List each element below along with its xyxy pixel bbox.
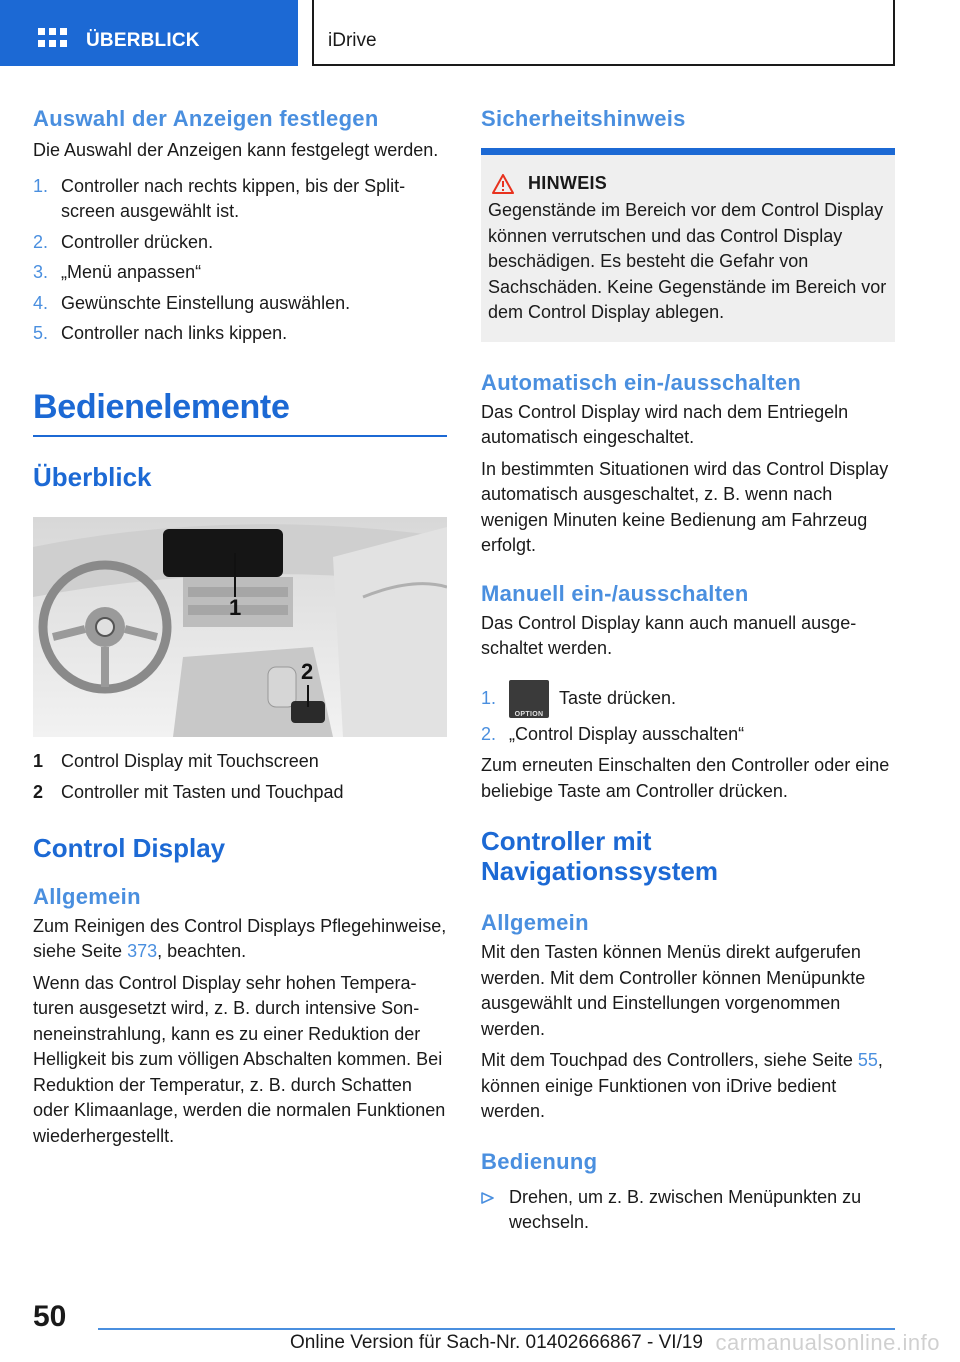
heading-rule — [33, 435, 447, 437]
list-item: 1. Controller nach rechts kippen, bis der Splitscreen ausgewählt ist. — [33, 175, 406, 221]
legend-item: 1 Control Display mit Touchscreen — [33, 750, 319, 771]
page-number: 50 — [33, 1300, 67, 1333]
list-item: Drehen, um z. B. zwischen Menüpunkten zu wechseln. — [481, 1185, 895, 1236]
notice-box — [481, 148, 895, 342]
cockpit-illustration — [33, 517, 447, 737]
legend-item: 2 Controller mit Tasten und Touchpad — [33, 782, 344, 802]
heading-automatisch: Automatisch ein-/ausschalten — [481, 369, 802, 395]
manuell-paragraph-2: Zum erneuten Einschalten den Controller oder eine beliebige Taste am Controller drücken. — [481, 755, 890, 801]
cd-paragraph-1: Zum Reinigen des Control Displays Pflegehinweise, siehe Seite 373, beachten. — [33, 915, 447, 961]
left-column — [33, 100, 447, 1149]
heading-sicherheitshinweis: Sicherheitshinweis — [481, 106, 686, 131]
heading-ueberblick: Überblick — [33, 461, 152, 492]
page-header — [0, 0, 960, 66]
heading-manuell: Manuell ein-/ausschalten — [481, 580, 749, 606]
list-item: 2. Controller drücken. — [33, 231, 214, 252]
heading-auswahl: Auswahl der Anzeigen festlegen — [33, 106, 379, 131]
controller-paragraph-1: Mit den Tasten können Menüs direkt aufgerufen werden. Mit dem Controller können Menüpunkte ausgewählt und Einstellungen vorgenommen werden. — [481, 942, 866, 1039]
callout-1: 1 — [229, 594, 242, 620]
bullet-triangle-icon — [481, 1192, 494, 1204]
notice-text: Gegenstände im Bereich vor dem Control Display können verrutschen und das Control Display beschädigen. Es besteht die Gefahr von Sachschäden. Keine Gegenstände im Bereich vor dem Control Display ablegen. — [488, 200, 887, 322]
heading-allgemein-controller: Allgemein — [481, 910, 589, 936]
tab-idrive-label: iDrive — [328, 30, 377, 51]
heading-bedienelemente: Bedienelemente — [33, 387, 290, 426]
list-item: 5. Controller nach links kippen. — [33, 323, 288, 343]
manuell-steps — [481, 678, 895, 748]
list-item: 2. „Control Display ausschalten“ — [481, 723, 745, 744]
notice-label: HINWEIS — [528, 173, 608, 193]
page-link-373[interactable]: 373 — [127, 941, 158, 961]
warning-triangle-icon — [492, 174, 514, 194]
list-item: 4. Gewünschte Einstellung auswählen. — [33, 292, 351, 313]
cd-paragraph-2: Wenn das Control Display sehr hohen Temperaturen ausgesetzt wird, z. B. durch intensive Sonneneinstrahlung, kann es zu einer Reduktion der Helligkeit bis zum völligen Abschalten kommen. Bei Reduktion der Temperatur, z. B. durch Schatten oder Klimaanlage, werden die normalen Funktionen wiederhergestellt. — [33, 972, 446, 1146]
auswahl-steps — [33, 174, 447, 347]
auto-paragraph-2: In bestimmten Situationen wird das Control Display automatisch ausgeschaltet, z. B. wenn nach wenigen Minuten keine Bedienung am Fahrzeug erfolgt. — [481, 458, 889, 555]
right-column — [481, 100, 895, 1236]
heading-allgemein: Allgemein — [33, 883, 141, 909]
list-item: 1. OPTION Taste drücken. — [481, 678, 895, 718]
tab-ueberblick[interactable] — [0, 0, 298, 66]
tab-idrive[interactable] — [312, 0, 895, 66]
controller-paragraph-2: Mit dem Touchpad des Controllers, siehe Seite 55, können einige Funktionen von iDrive bedient werden. — [481, 1050, 883, 1122]
heading-bedienung: Bedienung — [481, 1148, 598, 1174]
callout-2: 2 — [301, 658, 314, 684]
footer-text: Online Version für Sach-Nr. 01402666867 - VI/19 — [290, 1332, 703, 1353]
heading-control-display: Control Display — [33, 832, 226, 863]
notice-title — [492, 173, 888, 194]
list-item: 3. „Menü anpassen“ — [33, 262, 202, 282]
manuell-paragraph-1: Das Control Display kann auch manuell ausgeschaltet werden. — [481, 612, 857, 658]
photo-legend — [33, 749, 447, 806]
watermark: carmanualsonline.info — [715, 1330, 940, 1355]
heading-controller: Controller mit Navigationssystem — [481, 826, 718, 887]
auto-paragraph-1: Das Control Display wird nach dem Entriegeln automatisch eingeschaltet. — [481, 401, 849, 447]
tab-ueberblick-label: ÜBERBLICK — [86, 30, 200, 51]
auswahl-intro: Die Auswahl der Anzeigen kann festgelegt werden. — [33, 140, 439, 160]
option-button-icon: OPTION — [509, 680, 549, 718]
cockpit-photo — [33, 517, 447, 737]
page-link-55[interactable]: 55 — [857, 1050, 878, 1071]
overview-grid-icon — [38, 28, 68, 52]
